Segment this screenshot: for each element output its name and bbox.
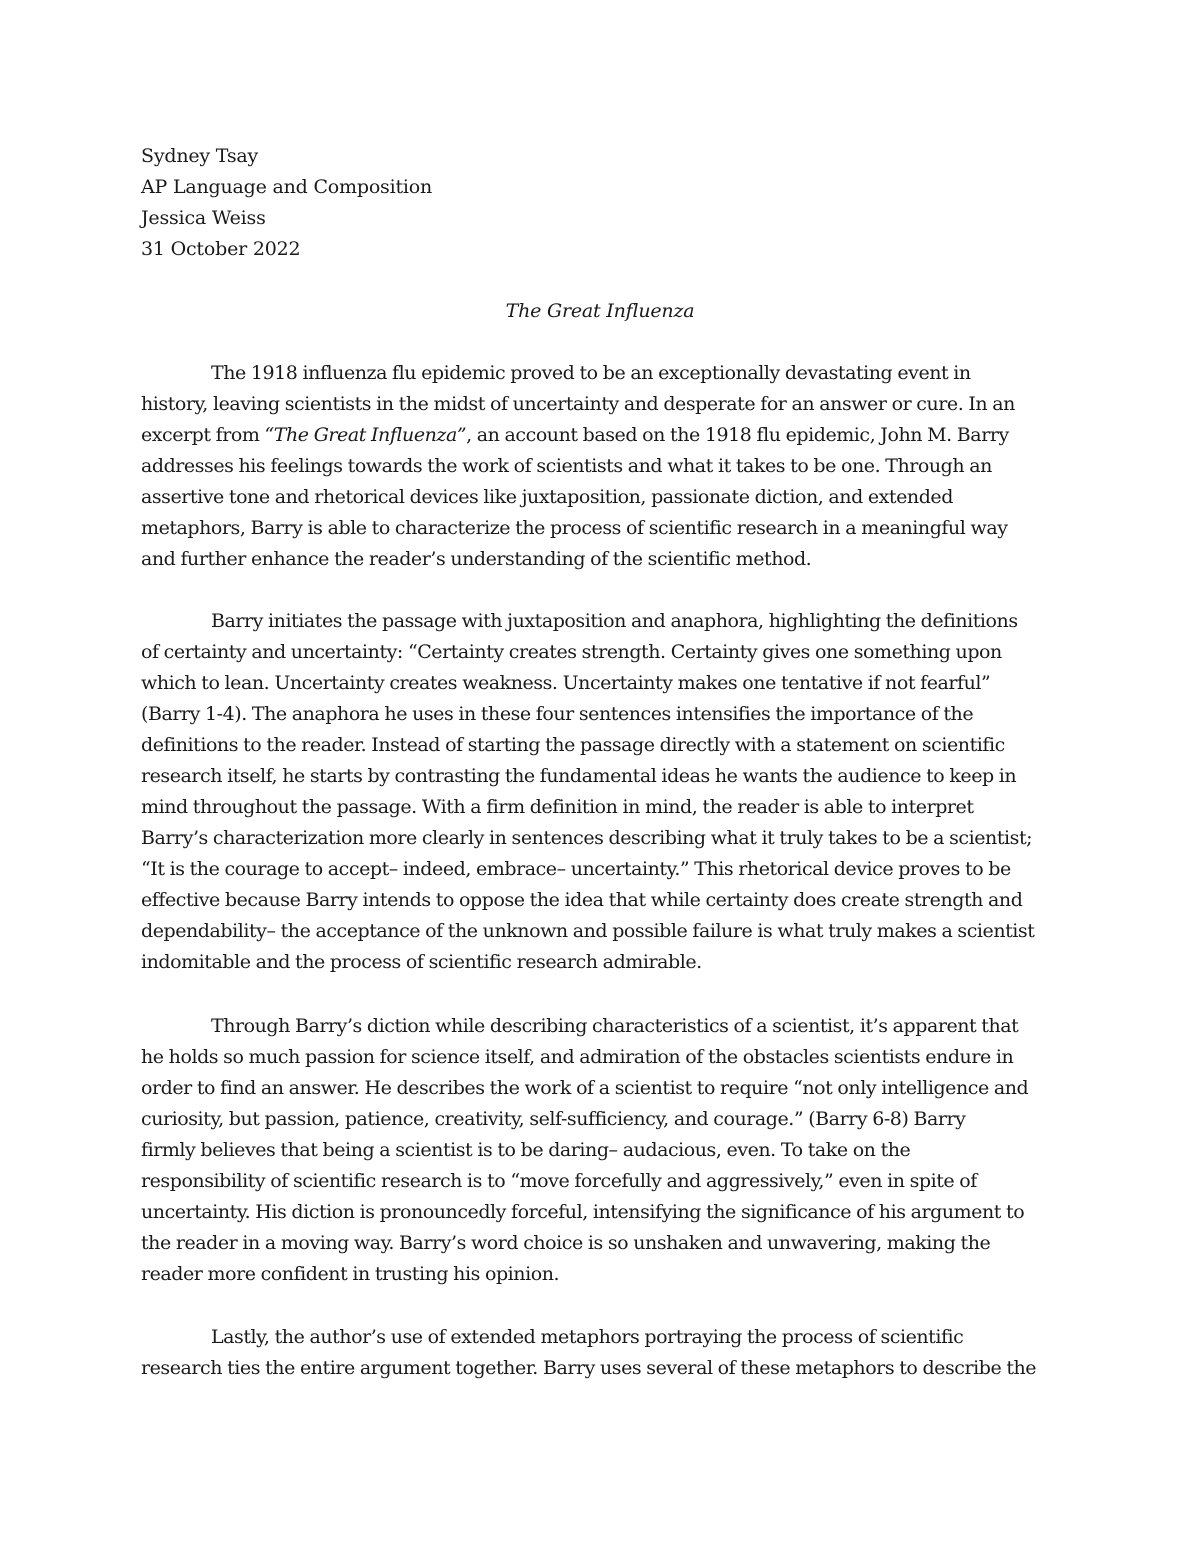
paragraph-line: effective because Barry intends to oppose the idea that while certainty does create strength and (141, 889, 1023, 911)
paragraph-line: reader more confident in trusting his opinion. (141, 1263, 560, 1285)
paragraph-line: dependability– the acceptance of the unknown and possible failure is what truly makes a scientist (141, 920, 1035, 942)
paragraph-3 (141, 1011, 1071, 1290)
paragraph-line: Barry’s characterization more clearly in sentences describing what it truly takes to be a scientist; (141, 827, 1033, 849)
mla-heading (141, 141, 1071, 265)
paragraph-line: addresses his feelings towards the work of scientists and what it takes to be one. Through an (141, 455, 992, 477)
essay-date: 31 October 2022 (141, 238, 301, 260)
paragraph-line: which to lean. Uncertainty creates weakness. Uncertainty makes one tentative if not fearful” (141, 672, 991, 694)
paragraph-line: curiosity, but passion, patience, creativity, self-sufficiency, and courage.” (Barry 6-8) Barry (141, 1108, 966, 1130)
paragraph-line: indomitable and the process of scientific research admirable. (141, 951, 702, 973)
paragraph-line: uncertainty. His diction is pronouncedly forceful, intensifying the significance of his argument to (141, 1201, 1025, 1223)
paragraph-4 (141, 1322, 1071, 1384)
paragraph-1 (141, 358, 1071, 575)
paragraph-line: assertive tone and rhetorical devices like juxtaposition, passionate diction, and extended (141, 486, 953, 508)
paragraph-line: order to find an answer. He describes the work of a scientist to require “not only intelligence and (141, 1077, 1029, 1099)
paragraph-line: firmly believes that being a scientist is to be daring– audacious, even. To take on the (141, 1139, 911, 1161)
paragraph-line: of certainty and uncertainty: “Certainty creates strength. Certainty gives one something upon (141, 641, 1002, 663)
paragraph-line: he holds so much passion for science itself, and admiration of the obstacles scientists endure in (141, 1046, 1014, 1068)
course-name: AP Language and Composition (141, 176, 433, 198)
paragraph-line: “It is the courage to accept– indeed, embrace– uncertainty.” This rhetorical device proves to be (141, 858, 1011, 880)
teacher-name: Jessica Weiss (141, 207, 266, 229)
paragraph-line: Lastly, the author’s use of extended metaphors portraying the process of scientific (211, 1326, 964, 1348)
paragraph-line: Barry initiates the passage with juxtaposition and anaphora, highlighting the definitions (211, 610, 1018, 632)
paragraph-line: and further enhance the reader’s understanding of the scientific method. (141, 548, 812, 570)
paragraph-line: the reader in a moving way. Barry’s word choice is so unshaken and unwavering, making the (141, 1232, 991, 1254)
line-text: , an account based on the 1918 flu epidemic, John M. Barry (466, 424, 1009, 446)
paragraph-line: mind throughout the passage. With a firm definition in mind, the reader is able to interpret (141, 796, 974, 818)
essay-title: The Great Influenza (505, 300, 695, 322)
paragraph-line: research ties the entire argument together. Barry uses several of these metaphors to describe the (141, 1357, 1037, 1379)
paragraph-line: (Barry 1-4). The anaphora he uses in these four sentences intensifies the importance of the (141, 703, 974, 725)
paragraph-line: history, leaving scientists in the midst of uncertainty and desperate for an answer or cure. In an (141, 393, 1015, 415)
paragraph-line: The 1918 influenza flu epidemic proved to be an exceptionally devastating event in (211, 362, 971, 384)
paragraph-line: Through Barry’s diction while describing characteristics of a scientist, it’s apparent that (211, 1015, 1019, 1037)
paragraph-2 (141, 606, 1071, 978)
line-text: excerpt from (141, 424, 265, 446)
author-name: Sydney Tsay (141, 145, 259, 167)
paragraph-line: definitions to the reader. Instead of starting the passage directly with a statement on scientific (141, 734, 1005, 756)
paragraph-line: responsibility of scientific research is to “move forcefully and aggressively,” even in spite of (141, 1170, 977, 1192)
paragraph-line (141, 420, 1071, 451)
paragraph-line: metaphors, Barry is able to characterize the process of scientific research in a meaningful way (141, 517, 1008, 539)
italic-title-reference: “The Great Influenza” (264, 424, 467, 446)
paragraph-line: research itself, he starts by contrasting the fundamental ideas he wants the audience to keep in (141, 765, 1017, 787)
